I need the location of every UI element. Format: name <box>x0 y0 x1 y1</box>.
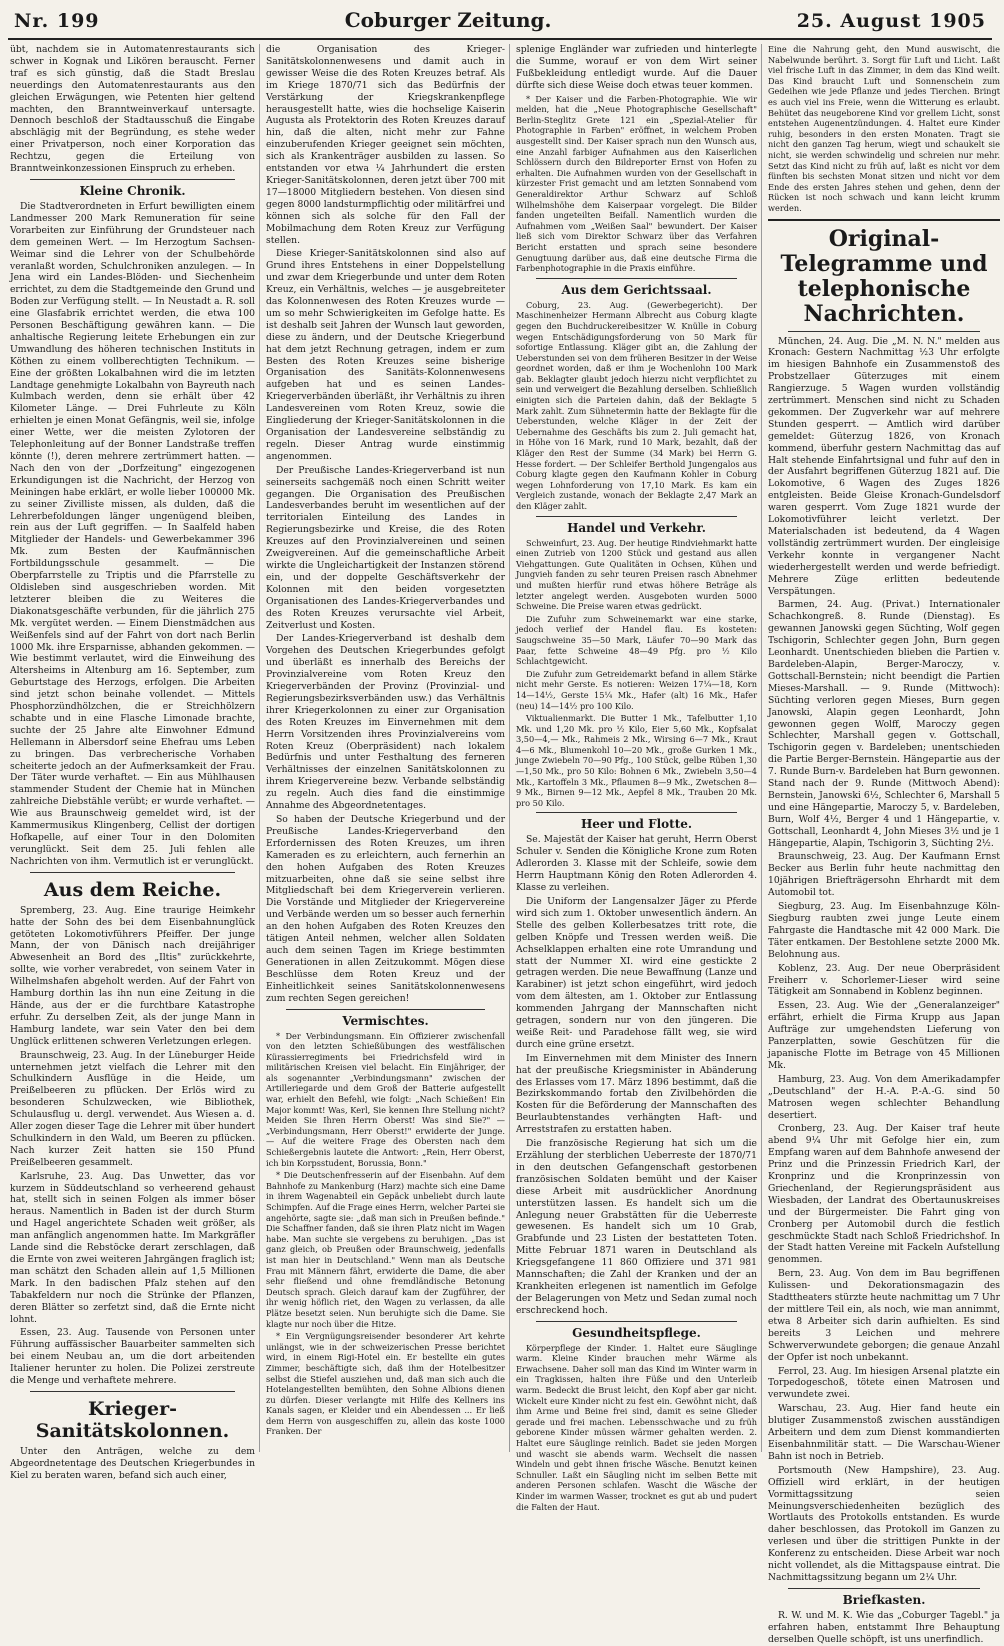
divider <box>536 1321 737 1322</box>
divider <box>286 1009 485 1010</box>
divider <box>536 516 737 517</box>
article-paragraph: Warschau, 23. Aug. Hier fand heute ein blutiger Zusammenstoß zwischen ausständigen Arbeitern und dem zum Dienst kommandierten Eisenbahnmilitär statt. — Die Warschau-Wiener Bahn ist noch in Betrieb. <box>768 1403 1000 1462</box>
divider <box>30 179 235 180</box>
divider <box>768 219 1000 221</box>
article-paragraph: die Organisation des Krieger-Sanitätskolonnenwesens und damit auch in gewisser Weise die des Roten Kreuzes betraf. Als im Kriege 1870/71 sich das Bedürfnis der Verstärkung der Kriegskrankenpflege herausgestellt hatte, wies die hochselige Kaiserin Augusta als Protektorin des Roten Kreuzes darauf hin, daß die alten, nicht mehr zur Fahne einzuberufenden Krieger geeignet sein möchten, sich als Krankenträger ausbilden zu lassen. So entstanden vor etwa ¼ Jahrhundert die ersten Krieger-Sanitätskolonnen, deren jetzt über 700 mit 17—18000 Mitgliedern bestehen. Von diesen sind gegen 8000 landsturmpflichtig oder militärfrei und können sich als solche für den Fall der Mobilmachung dem Roten Kreuz zur Verfügung stellen. <box>266 44 506 246</box>
section-heading-heer-und-flotte: Heer und Flotte. <box>580 817 693 832</box>
article-paragraph: * Die Deutschenfresserin auf der Eisenbahn. Auf dem Bahnhofe zu Mankenburg (Harz) machte sich eine Dame in ihrem Wagenabteil ein Gepäck unbeliebt durch laute Schimpfen. Auf die Frage eines Herrn, welcher Partei sie angehörte, sagte sie: „daß man sich in Preußen befinde." Die Schaffner fanden, daß sie ihren Platz nicht im Wagen habe. Man suchte sie vergebens zu beruhigen. „Das ist ganz gleich, ob Preußen oder Braunschweig, jedenfalls ist man hier in Deutschland." Wenn man als Deutsche Frau mit Männern fährt, erwiderte die Dame, die aber sehr fließend und ohne fremdländische Betonung Deutsch sprach. Gleich darauf kam der Zugführer, der ihr wenig höflich riet, den Wagen zu verlassen, da alle Plätze besetzt seien. Nun beruhigte sich die Dame. Sie klagte nur noch über die Hitze. <box>266 1170 505 1329</box>
article-paragraph: Im Einvernehmen mit dem Minister des Innern hat der preußische Kriegsminister in Abänderung des Erlasses vom 17. März 1896 bestimmt, daß die Bezirkskommando fortab den Zivilbehörden die Kosten für die Beförderung der Mannschaften des Beurlaubtenstandes verhängten Haft- und Arreststrafen zu erstatten haben. <box>516 1052 757 1136</box>
article-paragraph: Die Uniform der Langensalzer Jäger zu Pferde wird sich zum 1. Oktober unwesentlich ändern. An Stelle des gelben Kollerbesatzes tritt rote, die gelben Knöpfe und Tressen werden weiß. Die Achselklappen erhalten eine rote Umrandung und statt der Nummer XI. wird eine gestickte 2 getragen werden. Die neue Bewaffnung (Lanze und Karabiner) ist jetzt schon eingeführt, wird jedoch vom dem ältesten, am 1. Oktober zur Entlassung kommenden Jahrgang der Mannschaften nicht getragen, sondern nur von den jüngeren. Die weiße Reit- und Paradehose fällt weg, sie wird durch eine grüne ersetzt. <box>516 895 757 1050</box>
article-paragraph: Die französische Regierung hat sich um die Erzählung der sterblichen Ueberreste der 1870/71 in den deutschen Gefangenschaft gestorbenen französischen Soldaten bemüht und der Kaiser diese Arbeit mit ausdrücklicher Anordnung unterstützen lassen. Es handelt sich um die Anlegung neuer Grabstätten für die Ueberreste gewesenen. Es handelt sich um 10 Grab, Grabfunde und 23 Listen der bestatteten Toten. Mitte Februar 1871 waren in Deutschland als Kriegsgefangene 11 860 Offiziere und 371 981 Mannschaften; die Zahl der Kranken und der an Krankheiten erlegenen ist namentlich im Gefolge der Belagerungen von Metz und Sedan zumal noch erschreckend hoch. <box>516 1138 757 1316</box>
column-1 <box>10 44 260 1481</box>
article-paragraph: Eine die Nahrung geht, den Mund auswischt, die Nabelwunde berührt. 3. Sorgt für Luft und Licht. Laßt viel frische Luft in das Zimmer, in dem das Kind weilt. Das Kind braucht Luft und Sonnenschein zum Gedeihen wie jede Pflanze und jedes Tierchen. Bringt es auch viel ins Freie, wenn die Witterung es erlaubt. Behütet das neugeborene Kind vor grellem Licht, sonst entstehen Augenentzündungen. 4. Haltet eure Kinder ruhig, besonders in den ersten Monaten. Tragt sie nicht den ganzen Tag herum, wiegt und schaukelt sie nicht, sie werden schwindelig und schreien nur mehr. Setzt das Kind nicht zu früh auf, laßt es nicht vor dem fünften bis sechsten Monat sitzen und nicht vor dem Ende des ersten Jahres stehen und gehen, denn der Rücken ist noch schwach und kann leicht krumm werden. <box>768 44 1000 213</box>
article-paragraph: Die Stadtverordneten in Erfurt bewilligten einem Landmesser 200 Mark Remuneration für seine Vorarbeiten zur Einführung der Grundsteuer nach dem gemeinen Wert. — Im Herzogtum Sachsen-Weimar sind die Lehrer von der Schulbehörde veranlaßt worden, Schulchroniken anzulegen. — In Jena wird ein Landes-Blöden- und Siechenheim errichtet, zu dem die Stadtgemeinde den Grund und Boden zur Verfügung stellt. — In Neustadt a. R. soll eine Glasfabrik errichtet werden, die etwa 100 Personen Beschäftigung gewähren kann. — Die anhaltische Regierung leitete Erhebungen ein zur Umwandlung des höheren technischen Instituts in Köthen zu einem vollberechtigten Technikum. — Eine der größten Lokalbahnen wird die im letzten Landtage genehmigte Lokalbahn von Bayreuth nach Kulmbach werden, denn sie erhält über 42 Kilometer Länge. — Drei Fuhrleute zu Köln erhielten je einen Monat Gefängnis, weil sie, infolge einer Wette, wer die meisten Zylotoren der Telephonleitung auf der Bonner Landstraße treffen könnte (!), deren mehrere zertrümmert hatten. — Nach den von der „Dorfzeitung" eingezogenen Erkundigungen ist die Nachricht, der Herzog von Meiningen habe erklärt, er wolle lieber 100000 Mk. zu seiner Zivilliste missen, als dulden, daß die Lehrerbefoldungen länger ungenügend bleiben, rein aus der Luft gegriffen. — In Saalfeld haben Mitglieder der Handels- und Gewerbekammer 396 Mk. zum Besten der Kaufmännischen Fortbildungsschule gesammelt. — Die Oberpfarrstelle zu Triptis und die Pfarrstelle zu Oldisleben sind ausgeschrieben worden. Mit letzterer bleiben die zu Weiteres die Diakonatsgeschäfte verbunden, für die jährlich 275 Mk. vergütet werden. — Einem Dienstmädchen aus Weißenfels sind auf der Fahrt von dort nach Berlin 1000 Mk. ihre Ersparnisse, abhanden gekommen. — Wie bestimmt verlautet, wird die Einweihung des Altersheims in Altenburg am 16. September, zum Geburtstage des Herzogs, erfolgen. Die Arbeiten sind jetzt schon beinahe vollendet. — Mittels Phosphorzündhölzchen, die er Streichhölzern schabte und in eine Flasche Limonade brachte, suchte der 25 Jahre alte Einwohner Edmund Hellemann in Albersdorf seine Ehefrau ums Leben zu bringen. Das verbrecherische Vorhaben scheiterte jedoch an der Aufmerksamkeit der Frau. Der Täter wurde verhaftet. — Ein aus Mühlhausen stammender Student der Chemie hat in München zahlreiche Diebstähle verübt; er wurde verhaftet. — Wie aus Braunschweig gemeldet wird, ist der Kammermusikus Klingenberg, Cellist der dortigen Hofkapelle, auf einer Tour in den Dolomiten verunglückt. Seit dem 25. Juli fehlen alle Nachrichten von ihm. Vermutlich ist er verunglückt. <box>10 200 255 867</box>
issue-number: Nr. 199 <box>14 10 100 32</box>
article-paragraph: R. W. und M. K. Wie das „Coburger Tagebl." ja erfahren haben, entstammt Ihre Behauptung derselben Quelle schöpft, ist uns unerfindlich. <box>768 1609 1000 1645</box>
article-paragraph: Körperpflege der Kinder. 1. Haltet eure Säuglinge warm. Kleine Kinder brauchen mehr Wärme als Erwachsene. Daher soll man das Kind im Winter warm in ein Tragkissen, halten ihre Füße und den Unterleib warm. Bedeckt die Brust leicht, den Kopf aber gar nicht. Wickelt eure Kinder nicht zu fest ein. Gewöhnt nicht, daß ihm Arme und Beine frei sind, damit es seine Glieder gerade und frei machen. Lebensschwache und zu früh geborene Kinder müssen wärmer gehalten werden. 2. Haltet eure Säuglinge reinlich. Badet sie jeden Morgen und wascht sie abends warm. Wechselt die nassen Windeln und gebt ihnen frische Wäsche. Benutzt keinen Schnuller. Laßt ein Säugling nicht im selben Bette mit anderen Personen schlafen. Wascht die Wäsche der Kinder im warmen Wasser, trocknet es gut ab und pudert die Falten der Haut. <box>516 1342 757 1512</box>
article-paragraph: Bern, 23. Aug. Von dem im Bau begriffenen Kulissen- und Dekorationsmagazin des Stadttheaters stürzte heute nachmittag um 7 Uhr der mittlere Teil ein, als noch, wie man annimmt, etwa 8 Arbeiter sich darin aufhielten. Es sind bereits 3 Leichen und mehrere Schwerverwundete geborgen; die genaue Anzahl der Opfer ist noch unbekannt. <box>768 1268 1000 1363</box>
article-paragraph: Unter den Anträgen, welche zu dem Abgeordnetentage des Deutschen Kriegerbundes in Kiel zu beraten waren, befand sich auch einer, <box>10 1445 255 1481</box>
article-paragraph: splenige Engländer war zufrieden und hinterlegte die Summe, worauf er von dem Wirt seiner Fußbekleidung entledigt wurde. Auf die Dauer dürfte sich diese Weise doch etwas teuer kommen. <box>516 44 757 91</box>
article-paragraph: So haben der Deutsche Kriegerbund und der Preußische Landes-Kriegerverband den Erfordernissen des Roten Kreuzes, um ihren Kameraden es zu erleichtern, auch fernerhin an den hohen Aufgaben des Roten Kreuzes mitzuarbeiten, ohne daß sie seine selbst ihre Mitgliedschaft bei dem Kriegerverein verlieren. Die Vorstände und Mitglieder der Kriegervereine und Verbände werden um so besser auch fernerhin an den hohen Aufgaben des Roten Kreuzes den tätigen Anteil nehmen, welcher allen Soldaten auch dem seinen Tagen im Kriege bestimmten Generationen in allen Zeitzukommt. Mögen diese Beschlüsse dem Roten Kreuz und der Einheitlichkeit seines Sanitätskolonnenwesens zum rechten Segen gereichen! <box>266 814 505 1004</box>
masthead <box>8 8 992 40</box>
article-paragraph: Koblenz, 23. Aug. Der neue Oberpräsident Freiherr v. Schorlemer-Lieser wird seine Tätigkeit am Sonnabend in Koblenz beginnen. <box>768 962 1000 998</box>
article-paragraph: Die Zufuhr zum Schweinemarkt war eine starke, jedoch verlief der Handel flau. Es kosteten: Saugschweine 35—50 Mark, Läufer 70—90 Mark das Paar, fette Schweine 48—49 Pfg. pro ½ Kilo Schlachtgewicht. <box>516 613 757 667</box>
divider <box>30 872 235 873</box>
divider <box>536 812 737 813</box>
section-heading-telegramme: Original-Telegramme und telephonische Nachrichten. <box>780 225 988 327</box>
article-paragraph: Spremberg, 23. Aug. Eine traurige Heimkehr hatte der Sohn des bei dem Eisenbahnunglück getöteten Lokomotivführers Pfeiffer. Der junge Mann, der von Dänisch nach dreijähriger Abwesenheit an Bord des „Iltis" zurückkehrte, sollte, wie vorher verabredet, von seinem Vater in Wilhelmshafen abgeholt werden. Auf der Fahrt von Hamburg dorthin las ihn nun eine Zeitung in die Hände, aus der er die furchtbare Katastrophe erfuhr. Zu derselben Zeit, als der junge Mann in Hamburg landete, war sein Vater den bei dem Unglück erlittenen schweren Verletzungen erlegen. <box>10 904 255 1047</box>
article-columns <box>8 40 1000 1645</box>
article-paragraph: Diese Krieger-Sanitätskolonnen sind also auf Grund ihres Entstehens in einer Doppelstellung und zwar dem Kriegerbunde und unter dem Roten Kreuz, ein Verhältnis, welches — je ausgebreiteter das Kolonnenwesen des Roten Kreuzes wurde — um so mehr Schwierigkeiten im Gefolge hatte. Es ist deshalb seit Jahren der Wunsch laut geworden, diese zu ändern, und der Deutsche Kriegerbund hat dem jetzt Rechnung getragen, indem er zum Besten des Roten Kreuzes seine bisherige Organisation des Sanitäts-Kolonnenwesens aufgeben hat und es seinen Landes-Kriegerverbänden überläßt, ihr Verhältnis zu ihren Landesvereinen vom Roten Kreuz, sowie die Eingliederung der Krieger-Sanitätskolonnen in die Organisation der Landesvereine selbständig zu regeln. Dieser Antrag wurde einstimmig angenommen. <box>266 248 505 462</box>
article-paragraph: Se. Majestät der Kaiser hat geruht, Herrn Oberst Schuler v. Senden die Königliche Krone zum Roten Adlerorden 3. Klasse mit der Schleife, sowie dem Herrn Hauptmann König den Roten Adlerorden 4. Klasse zu verleihen. <box>516 834 757 894</box>
article-paragraph: Der Landes-Kriegerverband ist deshalb dem Vorgehen des Deutschen Kriegerbundes gefolgt und überläßt es innerhalb des Bereichs der Provinzialvereine vom Roten Kreuz den Kriegerverbänden der Provinz (Provinzial- und Regierungsbezirksverbänden usw.) das Verhältnis ihrer Kriegerkolonnen zu einer zur Organisation des Roten Kreuzes im Einvernehmen mit dem Herrn Vorsitzenden ihres Provinzialvereins vom Roten Kreuz (Oberpräsident) nach lokalem Bedürfnis und unter Festhaltung des ferneren Verhältnisses der einzelnen Sanitätskolonnen zu ihrem Kriegervereine bezw. Verbande selbständig zu regeln. Auch dies fand die einstimmige Annahme des Abgeordnetentages. <box>266 633 505 812</box>
divider <box>788 331 980 332</box>
article-paragraph: Coburg, 23. Aug. (Gewerbegericht). Der Maschinenheizer Hermann Albrecht aus Coburg klagte gegen den Buchdruckereibesitzer W. Knülle in Coburg wegen Entschädigungsforderung von 50 Mark für sofortige Entlassung. Kläger gibt an, die Zahlung der Ueberstunden sei von dem früheren Besitzer in der Weise geordnet worden, daß er ihm je Wochenlohn 100 Mark gab. Beklagter glaubt jedoch hierzu nicht verpflichtet zu sein und verweigert die Bezahlung derselben. Schließlich einigten sich die Parteien dahin, daß der Beklagte 5 Mark zahlt. Zum Sühnetermin hatte der Beklagte für die Ueberstunden, welche Kläger in der Zeit der Uebernahme des Geschäfts bis zum 2. Juli gemacht hat, in Höhe von 16 Mark, rund 10 Mark, bezahlt, daß der Kläger den Rest der Summe (34 Mark) bei Herrn G. Hesse fordert. — Der Schleifer Berthold Jungengalos aus Coburg klagte gegen den Kaufmann Kohler in Coburg wegen Lohnforderung von 17,10 Mark. Es kam ein Vergleich zustande, wonach der Beklagte 2,47 Mark an den Kläger zahlt. <box>516 299 757 511</box>
section-heading-gesundheitspflege: Gesundheitspflege. <box>572 1325 701 1340</box>
issue-date: 25. August 1905 <box>796 10 986 32</box>
article-paragraph: * Der Verbindungsmann. Ein Offizierer zwischenfall von den letzten Schießübungen des westfälischen Kürassierregiments bei Friedrichsfeld wird in militärischen Kreisen viel belacht. Ein Einjähriger, der als sogenannter „Verbindungsmann" zwischen der Artilleriegarde und dem Groß der Batterie aufgestellt war, erhielt den Befehl, wie folgt: „Nach Schießen! Ein Major kommt! Was, Kerl, Sie kennen Ihre Stellung nicht? Meiden Sie Ihren Herrn Oberst! Was sind Sie?" — „Verbindungsmann, Herr Oberst!" erwiderte der Junge. — Auf die weitere Frage des Obersten nach dem Schießergebnis lautete die Antwort: „Rein, Herr Oberst, ich bin Korpsstudent, Borussia, Bonn." <box>266 1030 505 1168</box>
article-paragraph: Hamburg, 23. Aug. Von dem Amerikadampfer „Deutschland" der H.-A. P.-A.-G. sind 50 Matrosen wegen schlechter Behandlung desertiert. <box>768 1073 1000 1121</box>
article-paragraph: Siegburg, 23. Aug. Im Eisenbahnzuge Köln-Siegburg raubten zwei junge Leute einem Fahrgaste die Handtasche mit 42 000 Mark. Die Täter entkamen. Der Bestohlene setzte 2000 Mk. Belohnung aus. <box>768 901 1000 960</box>
article-paragraph: Karlsruhe, 23. Aug. Das Unwetter, das vor kurzem in Süddeutschland so verheerend gehaust hat, stellt sich in seinen Folgen als immer böser heraus. Namentlich in Baden ist der durch Sturm und Hagel angerichtete Schaden weit größer, als man anfänglich angenommen hatte. Im Markgräfler Lande sind die Rebstöcke derart zerschlagen, daß die Ernte von zwei weiteren Jahrgängen fraglich ist; man schätzt den Schaden allein auf 1,5 Millionen Mark. In den badischen Pfalz stehen auf den Tabakfeldern nur noch die Strünke der Pflanzen, deren Blätter so zerfetzt sind, daß die Ernte nicht lohnt. <box>10 1170 255 1325</box>
section-heading-handel: Handel und Verkehr. <box>567 520 706 535</box>
section-heading-briefkasten: Briefkasten. <box>842 1592 926 1607</box>
section-heading-krieger-sanitaetskolonnen: Krieger-Sanitätskolonnen. <box>35 1397 230 1442</box>
article-paragraph: München, 24. Aug. Die „M. N. N." melden aus Kronach: Gestern Nachmittag ½3 Uhr erfolgte im hiesigen Bahnhofe ein Zusammenstoß des Probstzellaer Güterzuges mit einem Rangierzuge. 5 Wagen wurden vollständig zertrümmert. Menschen sind nicht zu Schaden gekommen. Der Zugverkehr war auf mehrere Stunden gesperrt. — Amtlich wird darüber gemeldet: Güterzug 1826, von Kronach kommend, überfuhr gestern Nachmittag das auf Halt stehende Einfahrtsignal und fuhr auf den in der Ausfahrt begriffenen Güterzug 1821 auf. Die Lokomotive, 6 Wagen des Zuges 1826 entgleisten. Beide Gleise Kronach-Gundelsdorf waren gesperrt. Vom Zuge 1821 wurde der Lokomotivführer leicht verletzt. Der Materialschaden ist bedeutend, da 4 Wagen vollständig zertrümmert wurden. Der eingleisige Verkehr konnte in vergangener Nacht wiederhergestellt werden und werde befriedigt. Mehrere Züge erlitten bedeutende Verspätungen. <box>768 335 1000 597</box>
column-2 <box>266 44 510 1452</box>
article-paragraph: * Ein Vergnügungsreisender besonderer Art kehrte unlängst, wie in der schweizerischen Presse berichtet wird, in einem Rigi-Hotel ein. Er bestellte ein gutes Zimmer, beschäftigte sich, daß ihm der Hotelbesitzer selbst die Stiefel ausziehen und, daß man sich auch die Hotelangestellten bemühten, den Sohne Albions dienen zu dürfen. Dieser verlangte mit Hilfe des Kellners ins Kanals sagen, er Kleider und ein Abendessen ... Er ließ dem Herrn von ausgeschiffen zu, allein das koste 1000 Franken. Der <box>266 1331 505 1437</box>
article-paragraph: Braunschweig, 23. Aug. In der Lüneburger Heide unternehmen jetzt vielfach die Lehrer mit den Schulkindern Ausflüge in die Heide, um Preißelbeeren zu pflücken. Der Erlös wird zu besonderen Schulzwecken, wie Bibliothek, Schulausflug u. dergl. verwendet. Aus Wiesen a. d. Aller zogen dieser Tage die Lehrer mit über hundert Schulkindern in den Wald, um Beeren zu pflücken. Nach kurzer Zeit hatten sie 150 Pfund Preißelbeeren gesammelt. <box>10 1049 255 1168</box>
article-paragraph: Schweinfurt, 23. Aug. Der heutige Rindviehmarkt hatte einen Zutrieb von 1200 Stück und gestand aus allen Viehgattungen. Gute Qualitäten in Ochsen, Kühen und Jungvieh fanden zu sehr teuren Preisen rasch Abnehmer und mußten hierfür rund etwas höhere Beträge als letzter angelegt werden. Ausgeboten wurden 5000 Schweine. Die Preise waren etwas gedrückt. <box>516 537 757 612</box>
article-paragraph: Die Zufuhr zum Getreidemarkt befand in allem Stärke nicht mehr Gerste. Es notieren: Weizen 17¼—18, Korn 14—14½, Gerste 15¼ Mk., Hafer (alt) 16 Mk., Hafer (neu) 14—14½ pro 100 Kilo. <box>516 668 757 711</box>
section-heading-kleine-chronik: Kleine Chronik. <box>79 183 186 198</box>
article-paragraph: Der Preußische Landes-Kriegerverband ist nun seinerseits sachgemäß noch einen Schritt weiter gegangen. Die Organisation des Preußischen Landesverbandes beruht im wesentlichen auf der territorialen Einteilung des Landes in Regierungsbezirke und Kreise, die des Roten Kreuzes auf den Provinzialvereinen und seinen Zweigvereinen. Auf die gemeinschaftliche Arbeit wirkte die Ungleichartigkeit der Instanzen störend ein, und der doppelte Geschäftsverkehr der Kolonnen mit den beiden vorgesetzten Organisationen des Landes-Kriegerverbandes und des Roten Kreuzes verursachte viel Arbeit, Zeitverlust und Kosten. <box>266 464 505 631</box>
section-heading-gerichtssaal: Aus dem Gerichtssaal. <box>561 282 712 297</box>
divider <box>788 1588 980 1589</box>
newspaper-title: Coburger Zeitung. <box>344 8 552 32</box>
article-paragraph: Essen, 23. Aug. Wie der „Generalanzeiger" erfährt, erhielt die Firma Krupp aus Japan Aufträge zur umgehendsten Lieferung von Panzerplatten, sowie Geschützen für die japanische Flotte im Betrage von 45 Millionen Mk. <box>768 1000 1000 1071</box>
article-paragraph: Portsmouth (New Hampshire), 23. Aug. Offiziell wird erklärt, in der heutigen Vormittagssitzung seien Meinungsverschiedenheiten bezüglich des Wortlauts des Protokolls entstanden. Es wurde daher beschlossen, das Protokoll im Ganzen zu verlesen und über die strittigen Punkte in der Konferenz zu entscheiden. Diese Arbeit war noch nicht vollendet, als die Mittagspause eintrat. Die Nachmittagssitzung begann um 2¼ Uhr. <box>768 1464 1000 1583</box>
column-3 <box>516 44 762 1512</box>
article-paragraph: Ferrol, 23. Aug. Im hiesigen Arsenal platzte ein Torpedogeschoß, tötete einen Matrosen und verwundete zwei. <box>768 1365 1000 1401</box>
divider <box>30 1391 235 1392</box>
article-paragraph: Braunschweig, 23. Aug. Der Kaufmann Ernst Becker aus Berlin fuhr heute nachmittag den 10jährigen Briefträgersohn Ehrhardt mit dem Automobil tot. <box>768 851 1000 899</box>
article-paragraph: Barmen, 24. Aug. (Privat.) Internationaler Schachkongreß. 8. Runde (Dienstag). Es gewannen Janowski gegen Süchting, Wolf gegen Tschigorin, Schlechter gegen John, Burn gegen Leonhardt. Unentschieden blieben die Partien v. Bardeleben-Alapin, Berger-Maroczy, v. Gottschall-Bernstein; nicht beendigt die Partien Mieses-Marshall. — 9. Runde (Mittwoch): Süchting verloren gegen Mieses, Burn gegen Janowski, Alapin gegen Leonhardt, John gewonnen gegen Wolff, Maroczy gegen Schlechter, Marshall gegen v. Gottschall, Tschigorin gegen v. Bardeleben; unentschieden die Partie Berger-Bernstein. Hängepartie aus der 7. Runde Burn-v. Bardeleben hat Burn gewonnen. Stand nach der 9. Runde (Mittwoch Abend): Bernstein, Janowski 6½, Schlechter 6, Marshall 5 und eine Hängepartie, Maroczy 5, v. Bardeleben, Burn, Wolf 4½, Berger 4 und 1 Hängepartie, v. Gottschall, Leonhardt 4, John Mieses 3½ und je 1 Hängepartie, Alapin, Tschigorin 3, Süchting 2½. <box>768 599 1000 849</box>
article-paragraph: Cronberg, 23. Aug. Der Kaiser traf heute abend 9¼ Uhr mit Gefolge hier ein, zum Empfang waren auf dem Bahnhofe anwesend der Prinz und die Prinzessin Friedrich Karl, der Kronprinz und die Kronprinzessin von Griechenland, der Regierungspräsident aus Wiesbaden, der Landrat des Obertaunuskreises und der Bürgermeister. Die Fahrt ging von Cronberg per Automobil durch die festlich geschmückte Stadt nach Schloß Friedrichshof. In der Stadt hatten Vereine mit Fackeln Aufstellung genommen. <box>768 1123 1000 1266</box>
column-4 <box>768 44 1004 1645</box>
section-heading-aus-dem-reiche: Aus dem Reiche. <box>43 878 222 901</box>
article-paragraph: Essen, 23. Aug. Tausende von Personen unter Führung auffässischer Bauarbeiter sammelten sich bei einem Neubau an, um die dort arbeitenden Italiener herunter zu holen. Die Polizei zerstreute die Menge und verhaftete mehrere. <box>10 1327 255 1387</box>
article-paragraph: übt, nachdem sie in Automatenrestaurants sich schwer in Kognak und Likören berauscht. Ferner traf es sich günstig, daß die Stadt Breslau neuerdings den Automatenrestaurants aus den gleichen Erwägungen, wie Petenten hier geltend machten, den Branntweinverkauf untersagte. Dennoch beschloß der Stadtausschuß die Eingabe abschlägig mit der Begründung, es stehe weder einer Privatperson, noch einer Korporation das Rechtzu, gegen die Erteilung von Branntweinkonzessionen Einspruch zu erheben. <box>10 44 255 175</box>
section-heading-vermischtes: Vermischtes. <box>342 1013 429 1028</box>
article-paragraph: * Der Kaiser und die Farben-Photographie. Wie wir melden, hat die „Neue Photographische Gesellschaft" Berlin-Steglitz Grete 121 ein „Spezial-Atelier für Photographie in Farben" eröffnet, in welchem Proben ausgestellt sind. Der Kaiser sprach nun den Wunsch aus, eine Anzahl farbiger Aufnahmen aus den Kaiserlichen Schlössern durch den Bildreporter Ernst von Hofen zu erhalten. Die Aufnahmen wurden von der Gesellschaft in kürzester Frist gemacht und am letzten Sonnabend vom Generaldirektor Arthur Schwarz auf Schloß Wilhelmshöhe dem Kaiserpaar vorgelegt. Die Bilder fanden ungeteilten Beifall. Namentlich wurden die Aufnahmen vom „Weißen Saal" bewundert. Der Kaiser ließ sich vom Direktor Schwarz über das Verfahren Bericht erstatten und sprach seine besondere Genugtuung darüber aus, daß eine deutsche Firma die Farbenphotographie in die Praxis einführe. <box>516 93 757 274</box>
article-paragraph: Viktualienmarkt. Die Butter 1 Mk., Tafelbutter 1,10 Mk. und 1,20 Mk. pro ½ Kilo, Eier 5,60 Mk., Kopfsalat 3,50—4,— Mk., Rahmeis 2 Mk., Wirsing 6—7 Mk., Kraut 4—6 Mk., Blumenkohl 10—20 Mk., große Gurken 1 Mk., junge Zwiebeln 70—90 Pfg., 100 Stück, gelbe Rüben 1,30—1,50 Mk., pro 50 Kilo: Bohnen 6 Mk., Zwiebeln 3,50—4 Mk., Kartoffeln 3 Mk., Pflaumen 8—9 Mk., Zwetschen 8—9 Mk., Birnen 9—12 Mk., Aepfel 8 Mk., Trauben 20 Mk. pro 50 Kilo. <box>516 713 757 808</box>
divider <box>536 278 737 279</box>
